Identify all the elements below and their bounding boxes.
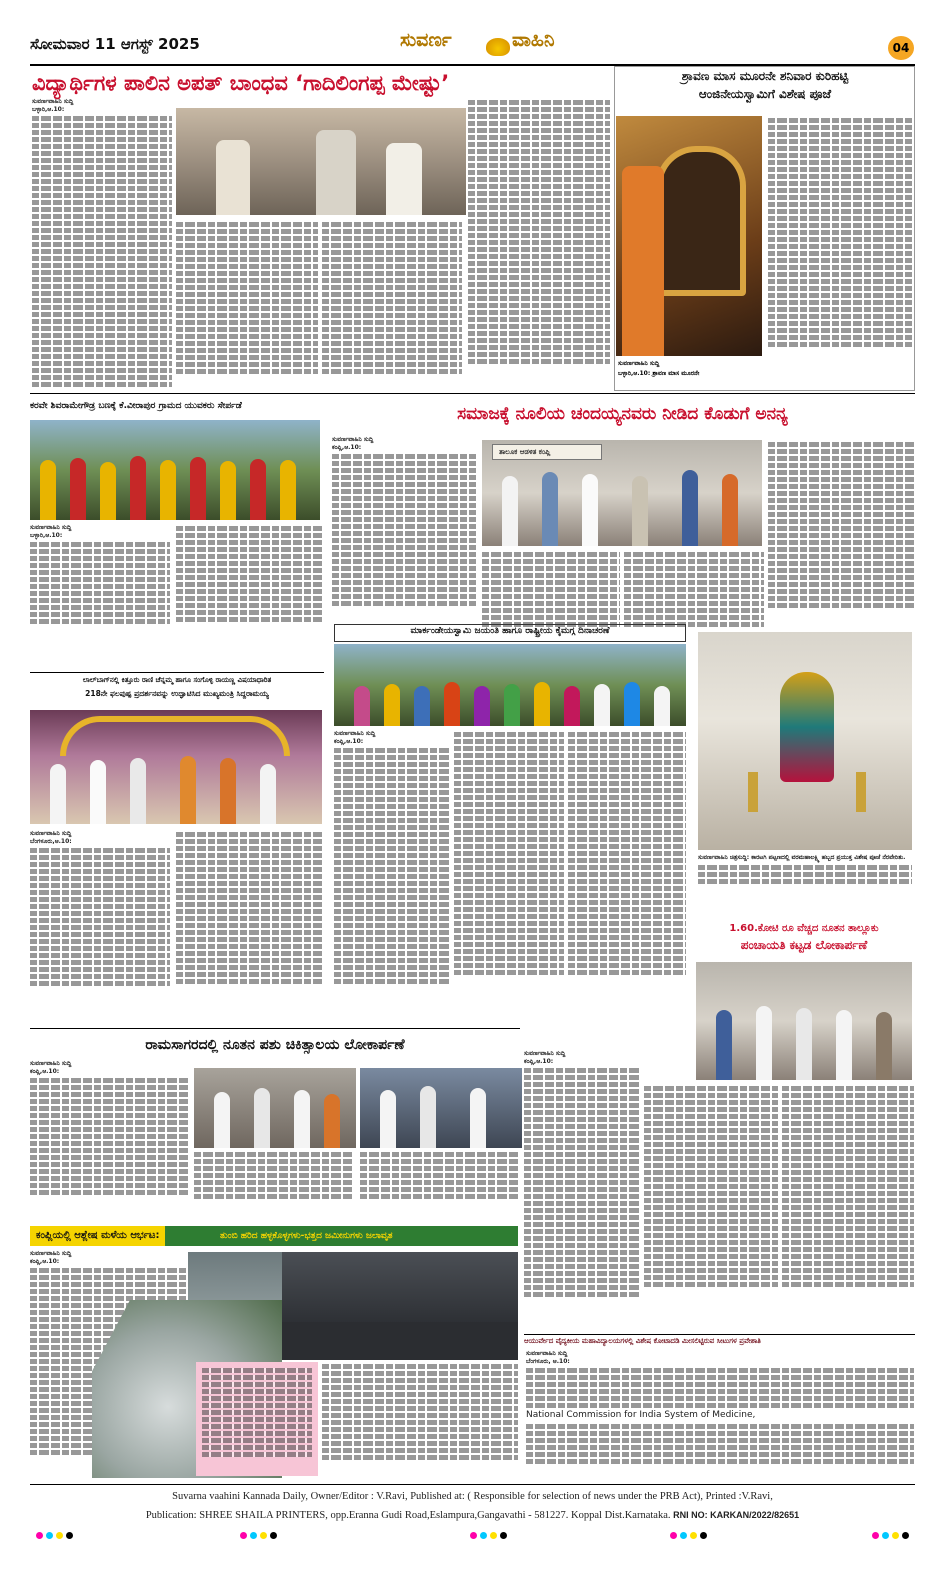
panchayat-body-col1 bbox=[524, 1050, 640, 1330]
dateline-place: ಕಂಪ್ಲಿ,ಆ.10: bbox=[30, 1257, 60, 1265]
panchayat-headline-line1: 1.60.ಕೋಟಿ ರೂ ವೆಚ್ಚದ ನೂತನ ತಾಲ್ಲೂಕು bbox=[729, 923, 879, 934]
footer-rule bbox=[30, 1484, 915, 1485]
person-figure bbox=[542, 472, 558, 546]
section-rule bbox=[30, 672, 324, 673]
dateline: ಸುವರ್ಣವಾಹಿನಿ ಸುದ್ದಿ bbox=[32, 98, 74, 105]
registration-dot bbox=[56, 1532, 63, 1539]
registration-dot bbox=[250, 1532, 257, 1539]
flower-arch bbox=[60, 716, 290, 756]
dateline-place: ಬಳ್ಳಾರಿ,ಆ.10: bbox=[30, 531, 63, 539]
group-figure bbox=[100, 462, 116, 520]
gadilingappa-body-col1 bbox=[32, 98, 172, 390]
registration-dot bbox=[36, 1532, 43, 1539]
dateline-place: ಬೆಂಗಳೂರು, ಆ.10: bbox=[526, 1357, 570, 1365]
dateline-place: ಕಂಪ್ಲಿ,ಆ.10: bbox=[332, 443, 362, 451]
section-rule bbox=[30, 1028, 520, 1029]
shravana-body bbox=[768, 116, 912, 374]
lalbagh-body-col1 bbox=[30, 830, 170, 1020]
dateline-place: ಕಂಪ್ಲಿ,ಆ.10: bbox=[524, 1057, 554, 1065]
person-figure bbox=[722, 474, 738, 546]
group-figure bbox=[564, 686, 580, 726]
group-figure bbox=[384, 684, 400, 726]
person-figure bbox=[756, 1006, 772, 1080]
registration-dot bbox=[470, 1532, 477, 1539]
lalbagh-headline-line2: 218ನೇ ಫಲಪುಷ್ಪ ಪ್ರದರ್ಶನವನ್ನು ಉದ್ಘಾಟಿಸಿದ ಮುಖ್ಯಮಂತ್ರಿ ಸಿದ್ದರಾಮಯ್ಯ bbox=[85, 689, 269, 698]
group-figure bbox=[220, 461, 236, 520]
group-figure bbox=[40, 460, 56, 520]
logo-left-word: ಸುವರ್ಣ bbox=[400, 29, 452, 51]
registration-dot bbox=[480, 1532, 487, 1539]
person-figure bbox=[294, 1090, 310, 1148]
karave-body-col1 bbox=[30, 524, 170, 644]
group-figure bbox=[414, 686, 430, 726]
karave-headline: ಕರವೇ ಶಿವರಾಮೇಗೌಡ್ರ ಬಣಕ್ಕೆ ಕೆ.ವೀರಾಪುರ ಗ್ರಾಮದ ಯುವಕರು ಸೇರ್ಪಡೆ bbox=[30, 401, 242, 411]
markandeya-photo bbox=[334, 644, 686, 726]
group-figure bbox=[444, 682, 460, 726]
dateline: ಸುವರ್ಣವಾಹಿನಿ ಸುದ್ದಿ bbox=[30, 524, 72, 531]
panchayat-body-col2 bbox=[644, 1084, 778, 1330]
registration-dot bbox=[500, 1532, 507, 1539]
page-number-badge bbox=[888, 36, 914, 60]
dateline: ಸುವರ್ಣವಾಹಿನಿ ಸುದ್ದಿ bbox=[30, 1060, 72, 1067]
gadilingappa-body-col4 bbox=[468, 98, 610, 390]
logo-right-word: ವಾಹಿನಿ bbox=[512, 29, 555, 51]
imprint-line-2-wrap bbox=[30, 1508, 915, 1523]
section-rule bbox=[524, 1334, 915, 1335]
registration-dot bbox=[66, 1532, 73, 1539]
markandeya-headline: ಮಾರ್ಕಂಡೇಯಸ್ವಾಮಿ ಜಯಂತಿ ಹಾಗೂ ರಾಷ್ಟ್ರೀಯ ಕೈಮಗ್ಗ ದಿನಾಚರಣೆ bbox=[410, 626, 610, 636]
person-figure bbox=[180, 756, 196, 824]
dateline-place: ಬಳ್ಳಾರಿ,ಆ.10: bbox=[32, 105, 65, 113]
person-figure bbox=[386, 143, 422, 215]
kampli-rain-headline-left: ಕಂಪ್ಲಿಯಲ್ಲಿ ಆಶ್ಲೇಷ ಮಳೆಯ ಆರ್ಭಟ: bbox=[30, 1226, 165, 1246]
dateline: ಸುವರ್ಣವಾಹಿನಿ ಸುದ್ದಿ bbox=[332, 436, 374, 443]
registration-dot bbox=[46, 1532, 53, 1539]
ramasagara-headline: ರಾಮಸಾಗರದಲ್ಲಿ ನೂತನ ಪಶು ಚಿಕಿತ್ಸಾಲಯ ಲೋಕಾರ್ಪಣೆ bbox=[145, 1037, 405, 1053]
varamahalakshmi-photo bbox=[698, 632, 912, 850]
registration-dot bbox=[690, 1532, 697, 1539]
registration-dot bbox=[680, 1532, 687, 1539]
ramasagara-body-col2 bbox=[194, 1150, 354, 1220]
group-figure bbox=[534, 682, 550, 726]
group-figure bbox=[504, 684, 520, 726]
kampli-rain-pink-inset bbox=[196, 1362, 318, 1476]
group-figure bbox=[624, 682, 640, 726]
ramasagara-photo-2 bbox=[360, 1068, 522, 1148]
dateline: ಸುವರ್ಣವಾಹಿನಿ ಸುದ್ದಿ bbox=[334, 730, 376, 737]
ramasagara-photo bbox=[194, 1068, 356, 1148]
registration-dot bbox=[270, 1532, 277, 1539]
markandeya-body-col2 bbox=[454, 730, 564, 1020]
person-figure bbox=[582, 474, 598, 546]
person-figure bbox=[130, 758, 146, 824]
person-figure bbox=[836, 1010, 852, 1080]
gadilingappa-photo bbox=[176, 108, 466, 215]
chandayya-photo bbox=[482, 440, 762, 546]
ayurveda-body bbox=[526, 1350, 914, 1478]
markandeya-body-col1 bbox=[334, 730, 450, 1020]
lalbagh-photo bbox=[30, 710, 322, 824]
shravana-caption-line1: ಸುವರ್ಣವಾಹಿನಿ ಸುದ್ದಿ bbox=[618, 360, 660, 367]
gadilingappa-body-col2 bbox=[176, 220, 318, 390]
imprint-line-1: Suvarna vaahini Kannada Daily, Owner/Editor : V.Ravi, Published at: ( Responsible for selection of news under the PRB Act), Printed :V.Ravi, bbox=[172, 1491, 773, 1502]
kampli-rain-body-col2 bbox=[322, 1362, 518, 1476]
kampli-rain-road-photo bbox=[282, 1252, 518, 1360]
registration-dot bbox=[872, 1532, 879, 1539]
panchayat-headline-line2: ಪಂಚಾಯತಿ ಕಟ್ಟಡ ಲೋಕಾರ್ಪಣೆ bbox=[740, 938, 868, 952]
karave-photo bbox=[30, 420, 320, 520]
ramasagara-body-col1 bbox=[30, 1060, 190, 1220]
issue-date: ಸೋಮವಾರ 11 ಆಗಸ್ಟ್ 2025 bbox=[30, 35, 200, 53]
registration-dot bbox=[240, 1532, 247, 1539]
person-figure bbox=[90, 760, 106, 824]
kampli-rain-inset-text bbox=[202, 1366, 312, 1472]
section-rule bbox=[30, 393, 915, 394]
shravana-caption-line2: ಬಳ್ಳಾರಿ,ಆ.10: ಶ್ರಾವಣ ಮಾಸ ಮೂರನೇ bbox=[618, 370, 700, 377]
group-figure bbox=[250, 459, 266, 520]
person-figure bbox=[260, 764, 276, 824]
panchayat-body-col3 bbox=[782, 1084, 914, 1330]
dateline-place: ಕಂಪ್ಲಿ,ಆ.10: bbox=[30, 1067, 60, 1075]
lamp-right bbox=[856, 772, 866, 812]
person-figure bbox=[50, 764, 66, 824]
lamp-left bbox=[748, 772, 758, 812]
chandayya-body-col1 bbox=[332, 436, 476, 636]
person-figure bbox=[420, 1086, 436, 1148]
person-figure bbox=[214, 1092, 230, 1148]
varamahalakshmi-caption bbox=[698, 854, 912, 898]
imprint-line-2: Publication: SHREE SHAILA PRINTERS, opp.Eranna Gudi Road,Eslampura,Gangavathi - 581227. Koppal Dist.Karnataka. bbox=[145, 1510, 671, 1521]
panchayat-photo bbox=[696, 962, 912, 1080]
kampli-rain-banner bbox=[30, 1226, 518, 1246]
registration-dot bbox=[700, 1532, 707, 1539]
dateline-place: ಕಂಪ್ಲಿ,ಆ.10: bbox=[334, 737, 364, 745]
person-figure bbox=[876, 1012, 892, 1080]
person-figure bbox=[682, 470, 698, 546]
person-figure bbox=[220, 758, 236, 824]
person-figure bbox=[254, 1088, 270, 1148]
lalbagh-headline-line1: ಲಾಲ್‌ಬಾಗ್‌ನಲ್ಲಿ ಕಿತ್ತೂರು ರಾಣಿ ಚೆನ್ನಮ್ಮ ಹಾಗೂ ಸಂಗೊಳ್ಳಿ ರಾಯಣ್ಣ ವಿಷಯಾಧಾರಿತ bbox=[82, 676, 272, 684]
group-figure bbox=[190, 457, 206, 520]
registration-dot bbox=[260, 1532, 267, 1539]
dateline-place: ಬೆಂಗಳೂರು,ಆ.10: bbox=[30, 837, 72, 845]
logo-emblem-icon bbox=[486, 38, 510, 56]
karave-body-col2 bbox=[176, 524, 322, 644]
shravana-headline-line1: ಶ್ರಾವಣ ಮಾಸ ಮೂರನೇ ಶನಿವಾರ ಕುರಿಹಟ್ಟಿ bbox=[681, 69, 849, 83]
caption-text: ಸುವರ್ಣವಾಹಿನಿ ಚಿತ್ರಸುದ್ದಿ: ಕಾರಟಗಿ ಪಟ್ಟಣದಲ್ಲಿ ವರಮಹಾಲಕ್ಷ್ಮಿ ಹಬ್ಬದ ಪ್ರಯುಕ್ತ ವಿಶೇಷ ಪೂಜೆ ನೆರವೇರಿತು. bbox=[698, 854, 906, 861]
person-figure bbox=[324, 1094, 340, 1148]
gadilingappa-body-col3 bbox=[322, 220, 462, 390]
ayurveda-headline: ಆಯುರ್ವೇದ ವೈದ್ಯಕೀಯ ಮಹಾವಿದ್ಯಾಲಯಗಳಲ್ಲಿ ವಿಶೇಷ ಕೋಟಾದಡಿ ಮೀಸಲಿಟ್ಟಿರುವ ಸೀಟುಗಳ ಪ್ರವೇಶಾತಿ bbox=[524, 1337, 761, 1345]
dateline: ಸುವರ್ಣವಾಹಿನಿ ಸುದ್ದಿ bbox=[524, 1050, 566, 1057]
group-figure bbox=[160, 460, 176, 520]
chandayya-body-col4 bbox=[768, 440, 914, 636]
person-figure bbox=[470, 1088, 486, 1148]
rni-number: RNI NO: KARKAN/2022/82651 bbox=[673, 1510, 800, 1520]
priest-figure bbox=[622, 166, 664, 356]
group-figure bbox=[594, 684, 610, 726]
group-figure bbox=[70, 458, 86, 520]
registration-dot bbox=[892, 1532, 899, 1539]
banner-text: ತಾಲೂಕ ಆಡಳಿತ ಕಂಪ್ಲಿ bbox=[499, 448, 551, 456]
ramasagara-body-col3 bbox=[360, 1150, 520, 1220]
registration-dot bbox=[882, 1532, 889, 1539]
paper-logo bbox=[400, 29, 600, 62]
registration-dot bbox=[490, 1532, 497, 1539]
shravana-photo bbox=[616, 116, 762, 356]
banner-in-photo bbox=[492, 444, 602, 460]
person-figure bbox=[632, 476, 648, 546]
ayurveda-inline-english: National Commission for India System of Medicine, bbox=[526, 1410, 756, 1421]
page-number: 04 bbox=[892, 41, 910, 55]
person-figure bbox=[316, 130, 356, 215]
road bbox=[282, 1322, 518, 1360]
group-figure bbox=[280, 460, 296, 520]
dateline: ಸುವರ್ಣವಾಹಿನಿ ಸುದ್ದಿ bbox=[526, 1350, 568, 1357]
group-figure bbox=[354, 686, 370, 726]
group-figure bbox=[654, 686, 670, 726]
chandayya-headline: ಸಮಾಜಕ್ಕೆ ನೂಲಿಯ ಚಂದಯ್ಯನವರು ನೀಡಿದ ಕೊಡುಗೆ ಅನನ್ಯ bbox=[330, 398, 915, 430]
kampli-rain-headline-right: ತುಂಬಿ ಹರಿದ ಹಳ್ಳಕೊಳ್ಳಗಳು-ಭತ್ತದ ಜಮೀನುಗಳು ಜಲಾವೃತ bbox=[220, 1231, 393, 1241]
deity-idol bbox=[780, 672, 834, 782]
gadilingappa-headline: ವಿದ್ಯಾರ್ಥಿಗಳ ಪಾಲಿನ ಅಪತ್ ಬಾಂಧವ ‘ಗಾದಿಲಿಂಗಪ್ಪ ಮೇಷ್ಟು’ bbox=[32, 71, 450, 95]
masthead bbox=[30, 29, 915, 64]
group-figure bbox=[130, 456, 146, 520]
markandeya-body-col3 bbox=[568, 730, 686, 1020]
registration-dot bbox=[902, 1532, 909, 1539]
registration-dot bbox=[670, 1532, 677, 1539]
person-figure bbox=[502, 476, 518, 546]
shravana-headline-line2: ಆಂಜಿನೇಯಸ್ವಾಮಿಗೆ ವಿಶೇಷ ಪೂಜೆ bbox=[698, 87, 832, 101]
person-figure bbox=[380, 1090, 396, 1148]
person-figure bbox=[796, 1008, 812, 1080]
person-figure bbox=[216, 140, 250, 215]
deity-frame bbox=[656, 146, 746, 296]
dateline: ಸುವರ್ಣವಾಹಿನಿ ಸುದ್ದಿ bbox=[30, 1250, 72, 1257]
person-figure bbox=[716, 1010, 732, 1080]
lalbagh-body-col2 bbox=[176, 830, 322, 1020]
group-figure bbox=[474, 686, 490, 726]
dateline: ಸುವರ್ಣವಾಹಿನಿ ಸುದ್ದಿ bbox=[30, 830, 72, 837]
